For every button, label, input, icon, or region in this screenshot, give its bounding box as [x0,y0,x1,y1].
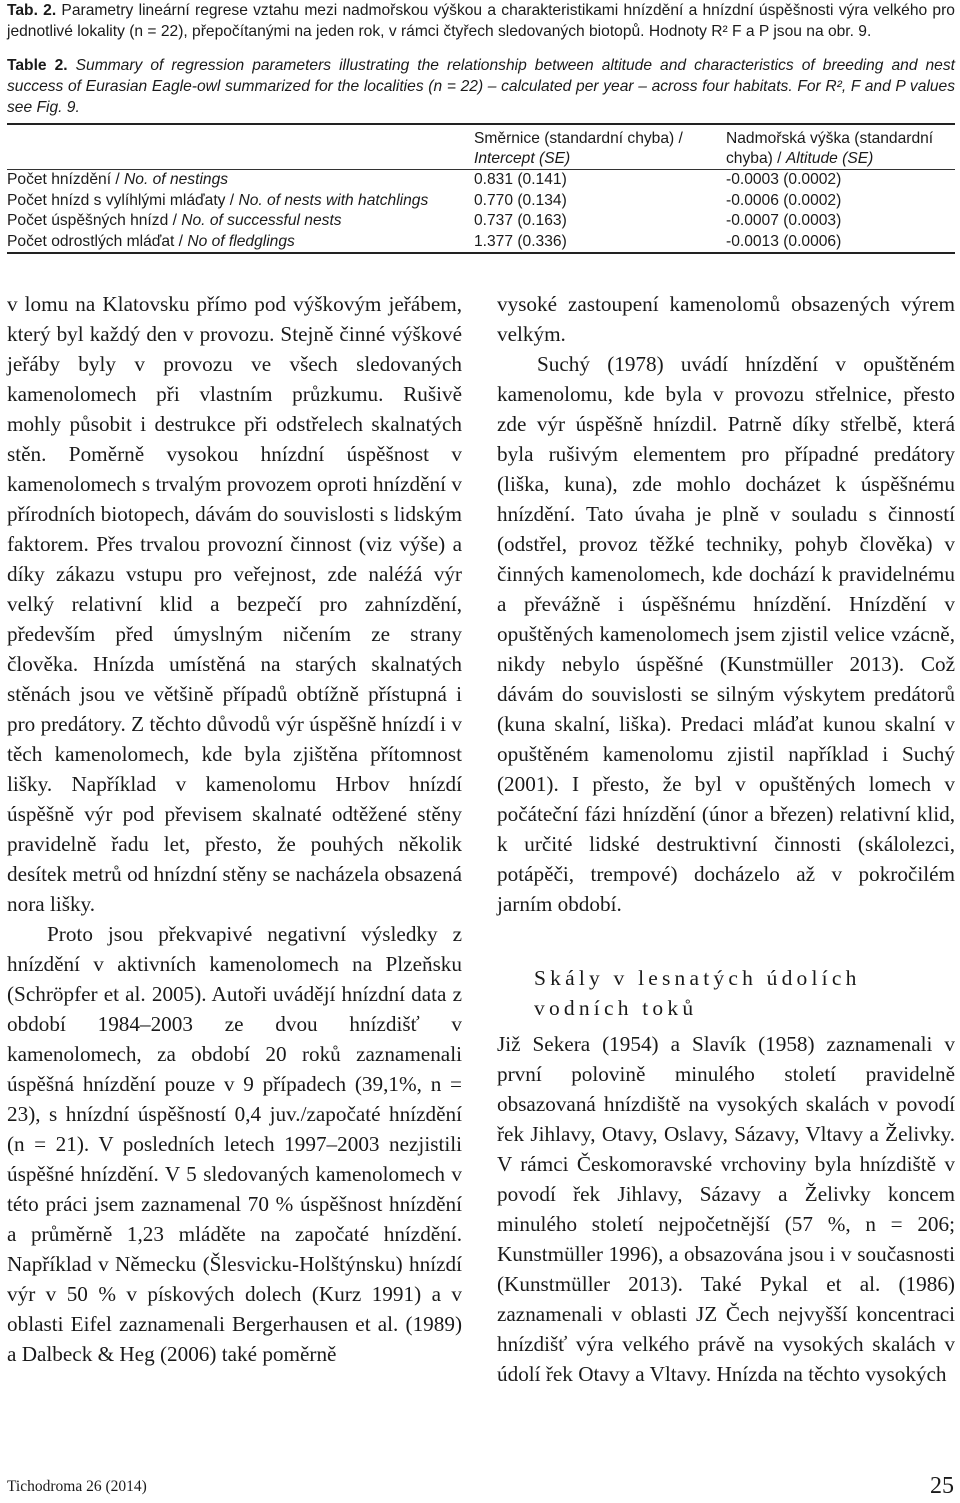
table-caption [7,0,955,118]
table-row [7,170,955,191]
caption-czech [7,0,955,42]
paragraph: v lomu na Klatovsku přímo pod výškovým jeřábem, který byl každý den v provozu. Stejně činné výškové jeřáby byly v provozu ve všech sledovaných kamenolomech při vlastním průzkumu. Rušivě mohly působit i destrukce při odstřelech skalnatých stěn. Poměrně vysokou hnízdní úspěšnost v kamenolomech s trvalým provozem oproti hnízdění v přírodních biotopech, dávám do souvislosti s lidským faktorem. Přes trvalou provozní činnost (viz výše) a díky zákazu vstupu pro veřejnost, zde naléźá výr velký relativní klid a bezpečí pro zahnízdění, především před úmyslným ničením ze strany člověka. Hnízda umístěná na starých skalnatých stěnách jsou ve většině případů obtížně přístupná i pro predátory. Z těchto důvodů výr úspěšně hnízdí i v těch kamenolomech, kde byla zjištěna přítomnost lišky. Například v kamenolomu Hrbov hnízdí úspěšně výr pod převisem skalnaté odtěžené stěny pravidelně řadu let, přesto, že pouhých několik desítek metrů od hnízdní stěny se nacházela obsazená nora lišky. [7,292,462,916]
intercept-value: 0.831 (0.141) [474,171,567,188]
body-column-left [7,289,462,1369]
body-column-right [497,289,955,1389]
row-label-en: No. of nestings [124,171,229,188]
table-row [7,232,955,254]
row-label-en: No. of successful nests [181,212,342,229]
caption-english-label: Table 2. [7,57,68,74]
intercept-value: 0.737 (0.163) [474,212,567,229]
row-label [7,191,474,212]
header-altitude [726,124,955,170]
caption-czech-label: Tab. 2. [7,2,57,19]
header-empty [7,124,474,170]
header-intercept [474,124,726,170]
row-label-cs: Počet úspěšných hnízd / [7,212,182,229]
header-altitude-en: Altitude (SE) [785,150,874,167]
regression-table [7,123,955,254]
altitude-value: -0.0007 (0.0003) [726,212,842,229]
table-header-row [7,124,955,170]
row-label [7,170,474,191]
caption-czech-text: Parametry lineární regrese vztahu mezi nadmořskou výškou a charakteristikami hnízdění a hnízdní úspěšnosti výra velkého pro jednotlivé lokality (n = 22), přepočítanými na jeden rok, v rámci čtyřech sledovaných biotopů. Hodnoty R² F a P jsou na obr. 9. [7,2,955,40]
altitude-value: -0.0003 (0.0002) [726,171,842,188]
row-label-cs: Počet odrostlých mláďat / [7,232,188,250]
intercept-value: 0.770 (0.134) [474,191,567,209]
row-label [7,232,474,254]
altitude-value: -0.0013 (0.0006) [726,232,842,250]
row-label [7,211,474,232]
caption-english-text: Summary of regression parameters illustrating the relationship between altitude and characteristics of breeding and nest success of Eurasian Eagle-owl summarized for the localities (n = 22) – calculated per year – across four habitats. For R², F and P values see Fig. 9. [7,57,955,116]
altitude-value: -0.0006 (0.0002) [726,191,842,209]
intercept-value: 1.377 (0.336) [474,232,567,250]
table-row [7,191,955,212]
paragraph: Proto jsou překvapivé negativní výsledky z hnízdění v aktivních kamenolomech na Plzeňsku (Schröpfer et al. 2005). Autoři uvádějí hnízdní data z období 1984–2003 ze dvou hnízdišť v kamenolomech, za období 20 roků zaznamenali úspěšná hnízdění pouze v 9 případech (39,1%, n = 23), s hnízdní úspěšností 0,4 juv./započaté hnízdění (n = 21). V posledních letech 1997–2003 nezjistili úspěšné hnízdění. V 5 sledovaných kamenolomech v této práci jsem zaznamenal 70 % úspěšnost hnízdění a průměrně 1,23 mláděte na započaté hnízdění. Například v Německu (Šlesvicku-Holštýnsku) hnízdí výr v 50 % v pískových dolech (Kurz 1991) a v oblasti Eifel zaznamenali Bergerhausen et al. (1989) a Dalbeck & Heg (2006) také poměrně [7,922,462,1366]
caption-english [7,55,955,118]
header-intercept-cs: Směrnice (standardní chyba) / [474,130,683,147]
row-label-en: No of fledglings [187,232,295,250]
table-row [7,211,955,232]
paragraph: Již Sekera (1954) a Slavík (1958) zaznamenali v první polovině minulého století pravidelně obsazovaná hnízdiště na vysokých skalách v povodí řek Jihlavy, Otavy, Oslavy, Sázavy, Vltavy a Želivky. V rámci Českomoravské vrchoviny byla hnízdiště v povodí řek Jihlavy, Sázavy a Želivky koncem minulého století nejpočetnější (57 %, n = 206; Kunstmüller 1996), a obsazována jsou i v současnosti (Kunstmüller 2013). Také Pykal et al. (1986) zaznamenali v oblasti JZ Čech nejvyšší koncentraci hnízdišť výra velkého právě na vysokých skalách v údolí řek Otavy a Vltavy. Hnízda na těchto vysokých [497,1032,955,1386]
journal-footer: Tichodroma 26 (2014) [7,1478,147,1495]
paragraph: Suchý (1978) uvádí hnízdění v opuštěném kamenolomu, kde byla v provozu střelnice, přesto zde výr úspěšně hnízdil. Patrně díky střelbě, která byla rušivým elementem pro případné predátory (liška, kuna), zde mohlo docházet k úspěšnému hnízdění. Tato úvaha je plně v souladu s činností (odstřel, provoz těžké techniky, pohyb člověka) v činných kamenolomech, kde dochází k pravidelnému a převážně i úspěšnému hnízdění. Hnízdění v opuštěných kamenolomech jsem zjistil velice vzácně, nikdy nebylo úspěšné (Kunstmüller 2013). Což dávám do souvislosti se silným výskytem predátorů (kuna skalní, liška). Predaci mláďat kunou skalní v opuštěném kamenolomu zjistil například i Suchý (2001). I přesto, že byl v opuštěných lomech v počáteční fázi hnízdění (únor a březen) relativní klid, k určité lidské destruktivní činnosti (skálolezci, potápěči, trempové) docházelo až v pokročilém jarním období. [497,352,955,916]
header-altitude-cs: Nadmořská výška (standardní chyba) / [726,130,934,167]
page-number: 25 [930,1473,954,1499]
header-intercept-en: Intercept (SE) [474,150,571,167]
row-label-en: No. of nests with hatchlings [238,191,429,209]
row-label-cs: Počet hnízdění / [7,171,125,188]
row-label-cs: Počet hnízd s vylíhlými mláďaty / [7,191,239,209]
section-heading: Skály v lesnatých údolích vodních toků [534,966,861,1020]
paragraph: vysoké zastoupení kamenolomů obsazených výrem velkým. [497,292,955,346]
